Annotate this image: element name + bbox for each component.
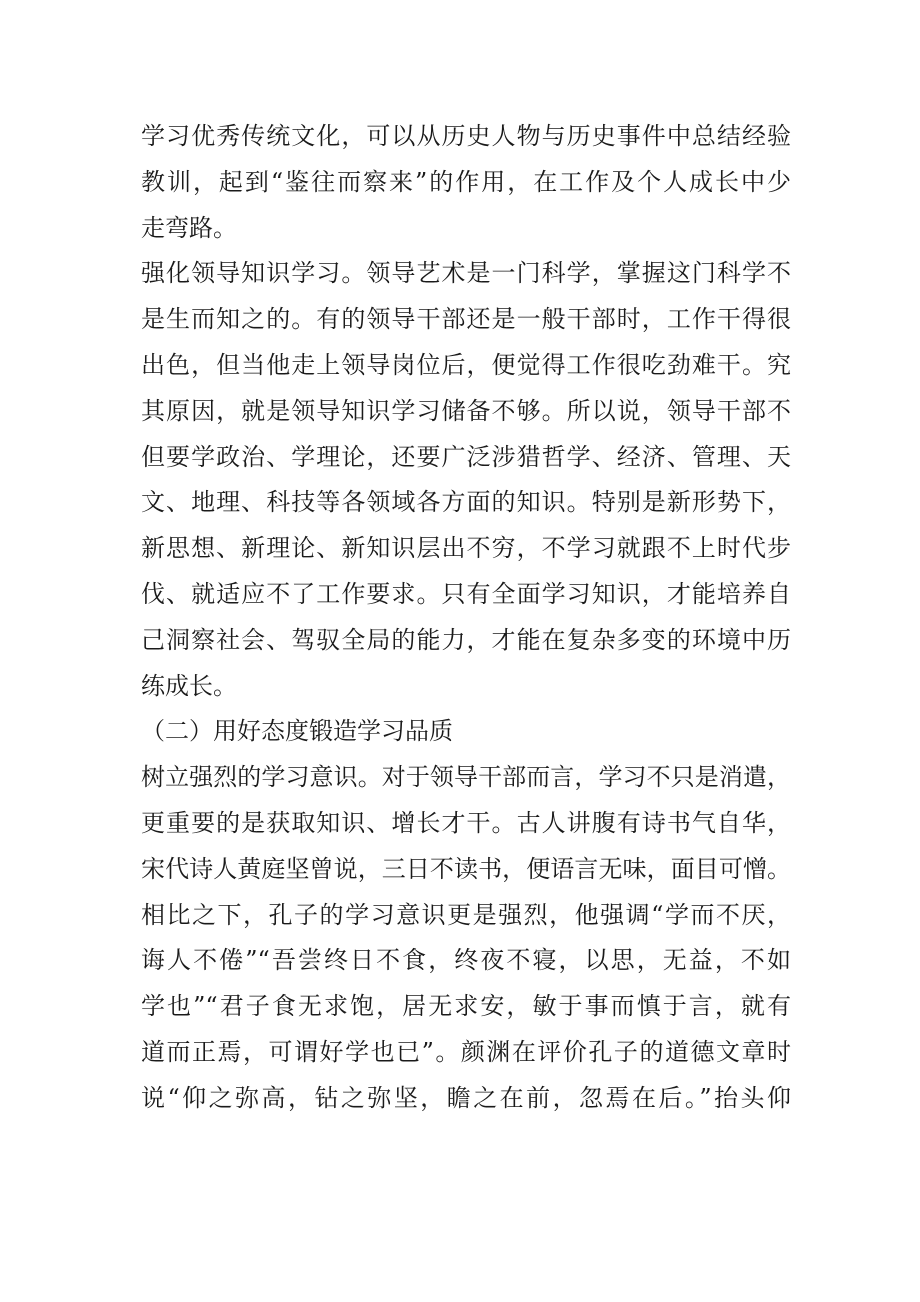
text-line: 诲人不倦”“吾尝终日不食，终夜不寝，以思，无益，不如 — [141, 946, 791, 975]
text-line: 相比之下，孔子的学习意识更是强烈，他强调“学而不厌， — [141, 900, 791, 929]
text-line: 学也”“君子食无求饱，居无求安，敏于事而慎于言，就有 — [141, 992, 791, 1021]
text-line: 宋代诗人黄庭坚曾说，三日不读书，便语言无味，面目可憎。 — [141, 854, 791, 883]
paragraph-3 — [141, 755, 791, 1121]
text-line: 学习优秀传统文化，可以从历史人物与历史事件中总结经验 — [141, 122, 791, 150]
section-heading — [141, 709, 791, 755]
text-line: 练成长。 — [141, 671, 237, 700]
heading-text: （二）用好态度锻造学习品质 — [141, 717, 453, 746]
text-line: 其原因，就是领导知识学习储备不够。所以说，领导干部不 — [141, 396, 791, 425]
text-line: 说“仰之弥高，钻之弥坚，瞻之在前，忽焉在后。”抬头仰 — [141, 1083, 791, 1112]
text-line: 更重要的是获取知识、增长才干。古人讲腹有诗书气自华， — [141, 808, 791, 837]
text-line: 道而正焉，可谓好学也已”。颜渊在评价孔子的道德文章时 — [141, 1037, 791, 1066]
text-line: 新思想、新理论、新知识层出不穷，不学习就跟不上时代步 — [141, 534, 791, 563]
text-line: 出色，但当他走上领导岗位后，便觉得工作很吃劲难干。究 — [141, 350, 791, 379]
text-line: 是生而知之的。有的领导干部还是一般干部时，工作干得很 — [141, 305, 791, 334]
document-body — [141, 114, 791, 1122]
text-line: 文、地理、科技等各领域各方面的知识。特别是新形势下， — [141, 488, 791, 517]
text-line: 走弯路。 — [141, 213, 237, 242]
text-line: 己洞察社会、驾驭全局的能力，才能在复杂多变的环境中历 — [141, 625, 791, 654]
text-line: 但要学政治、学理论，还要广泛涉猎哲学、经济、管理、天 — [141, 442, 791, 471]
text-line: 强化领导知识学习。领导艺术是一门科学，掌握这门科学不 — [141, 259, 791, 288]
text-line: 教训，起到“鉴往而察来”的作用，在工作及个人成长中少 — [141, 167, 791, 196]
paragraph-1 — [141, 114, 791, 251]
text-line: 伐、就适应不了工作要求。只有全面学习知识，才能培养自 — [141, 579, 791, 608]
text-line: 树立强烈的学习意识。对于领导干部而言，学习不只是消遣， — [141, 763, 791, 792]
paragraph-2 — [141, 251, 791, 709]
